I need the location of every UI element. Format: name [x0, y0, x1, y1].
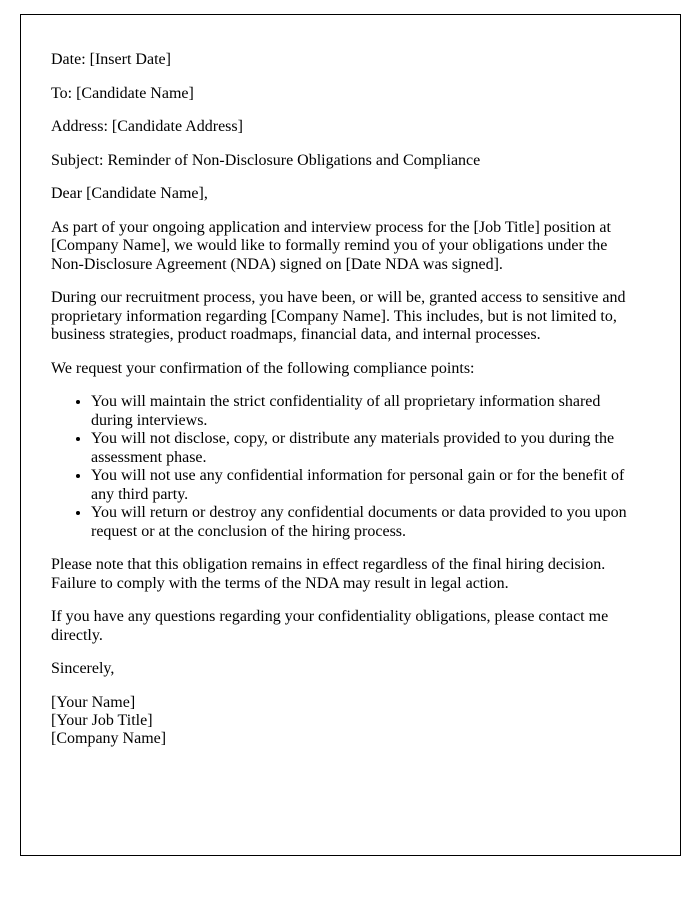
paragraph-note: Please note that this obligation remains in effect regardless of the final hiring decision. Failure to comply with the terms of the NDA may result in legal action. — [51, 556, 606, 592]
salutation: Dear [Candidate Name], — [51, 185, 208, 202]
letter-page — [20, 14, 681, 856]
to-line: To: [Candidate Name] — [51, 84, 194, 102]
signature-name: [Your Name] — [51, 693, 136, 711]
signature-company: [Company Name] — [51, 729, 167, 747]
address-line: Address: [Candidate Address] — [51, 118, 243, 135]
signature-block — [51, 694, 632, 748]
list-item: • You will maintain the strict confidentiality of all proprietary information shared during interviews. — [91, 393, 632, 430]
compliance-list — [51, 393, 632, 541]
list-item: • You will not use any confidential information for personal gain or for the benefit of any third party. — [91, 467, 632, 504]
list-item: • You will not disclose, copy, or distribute any materials provided to you during the assessment phase. — [91, 430, 632, 467]
subject-line: Subject: Reminder of Non-Disclosure Obligations and Compliance — [51, 151, 481, 169]
closing: Sincerely, — [51, 660, 115, 677]
paragraph-intro: As part of your ongoing application and interview process for the [Job Title] position at [Company Name], we would like to formally remind you of your obligations under the Non-Disclosure Agreement (NDA) signed on [Date NDA was signed]. — [51, 218, 611, 273]
paragraph-access: During our recruitment process, you have been, or will be, granted access to sensitive and proprietary information regarding [Company Name]. This includes, but is not limited to, business strategies, product roadmaps, financial data, and internal processes. — [51, 289, 626, 343]
date-line: Date: [Insert Date] — [51, 51, 171, 68]
paragraph-questions: If you have any questions regarding your confidentiality obligations, please contact me directly. — [51, 608, 609, 644]
paragraph-request: We request your confirmation of the following compliance points: — [51, 359, 475, 377]
list-item: • You will return or destroy any confidential documents or data provided to you upon request or at the conclusion of the hiring process. — [91, 504, 632, 541]
signature-job-title: [Your Job Title] — [51, 711, 153, 729]
